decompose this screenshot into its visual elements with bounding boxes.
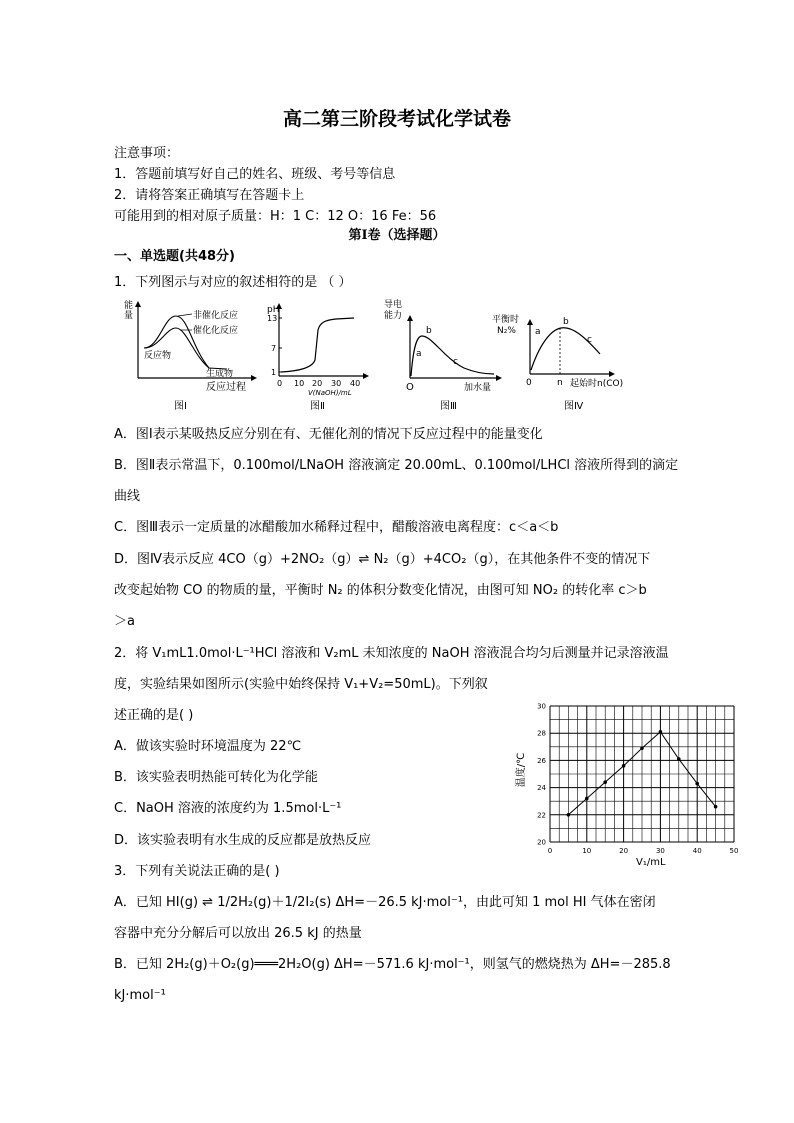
- data-point: [695, 782, 699, 786]
- q1-figures: [114, 296, 674, 416]
- q1-option-c: C．图Ⅲ表示一定质量的冰醋酸加水稀释过程中，醋酸溶液电离程度：c＜a＜b: [114, 520, 559, 535]
- data-point: [659, 730, 663, 734]
- chart-ylabel: 温度/℃: [516, 752, 527, 788]
- x-tick-label: 40: [692, 847, 702, 855]
- fig1-ylabel2: 量: [124, 311, 134, 321]
- chart-grid: [550, 706, 734, 842]
- notes-item: 1．答题前填写好自己的姓名、班级、考号等信息: [114, 167, 396, 182]
- fig3-ylabel2: 能力: [384, 311, 403, 321]
- q1-option-b-cont: 曲线: [114, 489, 141, 504]
- y-tick-label: 28: [537, 729, 546, 738]
- fig1-xlabel: 反应过程: [206, 382, 246, 393]
- fig1-product: 生成物: [206, 369, 234, 379]
- q2-option-a: A．做该实验时环境温度为 22℃: [114, 739, 302, 754]
- fig3-xlabel: 加水量: [464, 383, 492, 393]
- y-tick-label: 22: [537, 811, 546, 820]
- fig4-label-a: a: [535, 327, 541, 337]
- fig2-xlabel: V(NaOH)/mL: [308, 389, 352, 397]
- q1-option-a: A．图Ⅰ表示某吸热反应分别在有、无催化剂的情况下反应过程中的能量变化: [114, 427, 543, 442]
- q2-option-b: B．该实验表明热能可转化为化学能: [114, 770, 318, 785]
- data-point: [622, 764, 626, 768]
- figure-1: [124, 299, 257, 412]
- fig1-curve1: 非催化反应: [193, 311, 239, 321]
- q1-option-b: B．图Ⅱ表示常温下，0.100mol/LNaOH 溶液滴定 20.00mL、0.100mol/LHCl 溶液所得到的滴定: [114, 458, 679, 473]
- q3-option-b: B．已知 2H₂(g)＋O₂(g)═══2H₂O(g) ΔH=－571.6 kJ·mol⁻¹，则氢气的燃烧热为 ΔH=－285.8: [114, 957, 671, 972]
- figure-4: [492, 313, 623, 412]
- fig3-caption: 图Ⅲ: [440, 401, 457, 412]
- figure-2: [267, 303, 369, 412]
- fig1-curve2: 催化化反应: [193, 326, 239, 336]
- question-2-stem-cont: 度，实验结果如图所示(实验中始终保持 V₁+V₂=50mL)。下列叙: [114, 677, 488, 692]
- atomic-masses: 可能用到的相对原子质量：H：1 C：12 O：16 Fe：56: [114, 209, 437, 224]
- figure-3: [384, 298, 502, 412]
- fig3-ylabel1: 导电: [384, 300, 403, 310]
- x-tick-label: 0: [547, 847, 553, 855]
- data-point: [603, 780, 607, 784]
- y-tick-label: 26: [537, 756, 546, 765]
- x-tick-label: 30: [655, 847, 665, 855]
- y-tick-label: 20: [537, 838, 546, 847]
- q1-option-d-cont: ＞a: [114, 614, 135, 629]
- volume-heading: 第Ⅰ卷（选择题）: [348, 228, 446, 243]
- fig2-xtick: 20: [312, 379, 323, 388]
- x-tick-label: 20: [619, 847, 629, 855]
- q3-option-a-cont: 容器中充分分解后可以放出 26.5 kJ 的热量: [114, 926, 362, 941]
- fig2-xtick: 40: [350, 379, 361, 388]
- notes-item: 2．请将答案正确填写在答题卡上: [114, 188, 305, 203]
- fig1-ylabel1: 能: [124, 301, 134, 311]
- fig2-ytick: 13: [267, 314, 278, 323]
- fig2-xtick: 10: [294, 379, 305, 388]
- y-tick-label: 30: [537, 702, 546, 711]
- page-title: 高二第三阶段考试化学试卷: [282, 108, 511, 130]
- fig4-ylabel1: 平衡时: [492, 315, 520, 325]
- q3-option-b-cont: kJ·mol⁻¹: [114, 988, 166, 1003]
- data-point: [567, 813, 571, 817]
- question-2-stem-cont: 述正确的是( ): [114, 708, 194, 723]
- fig2-caption: 图Ⅱ: [310, 401, 325, 412]
- q3-option-a: A．已知 HI(g) ⇌ 1/2H₂(g)＋1/2I₂(s) ΔH=－26.5 kJ·mol⁻¹，由此可知 1 mol HI 气体在密闭: [114, 895, 656, 910]
- fig4-label-b: b: [563, 317, 569, 327]
- chart-x-ticks: [548, 847, 739, 855]
- data-point: [585, 797, 589, 801]
- fig4-n: n: [557, 378, 563, 388]
- section-heading: 一、单选题(共48分): [114, 249, 235, 264]
- q2-option-d: D．该实验表明有水生成的反应都是放热反应: [114, 833, 372, 848]
- fig4-label-c: c: [587, 335, 592, 345]
- fig2-xtick: 0: [277, 379, 283, 388]
- fig3-origin: O: [406, 382, 414, 393]
- fig2-ylabel: pH: [267, 305, 280, 315]
- y-tick-label: 24: [537, 784, 546, 793]
- q1-option-d-cont: 改变起始物 CO 的物质的量，平衡时 N₂ 的体积分数变化情况，由图可知 NO₂ 的转化率 c＞b: [114, 583, 647, 598]
- fig4-xlabel: 起始时n(CO): [570, 379, 624, 389]
- chart-y-ticks: [537, 703, 546, 847]
- fig3-label-b: b: [426, 326, 432, 336]
- question-3-stem: 3．下列有关说法正确的是( ): [114, 864, 280, 879]
- chart-xlabel: V₁/mL: [636, 857, 666, 868]
- fig2-ytick: 7: [271, 344, 277, 353]
- fig4-ylabel2: N₂%: [497, 326, 516, 336]
- fig1-caption: 图Ⅰ: [174, 401, 187, 412]
- x-tick-label: 50: [729, 847, 739, 855]
- fig3-label-c: c: [453, 357, 458, 367]
- question-1-stem: 1．下列图示与对应的叙述相符的是 （ ）: [114, 275, 352, 290]
- x-tick-label: 10: [582, 847, 592, 855]
- data-point: [714, 805, 718, 809]
- fig4-caption: 图Ⅳ: [564, 401, 584, 412]
- notes-heading: 注意事项：: [114, 146, 180, 161]
- fig2-ytick: 1: [271, 368, 277, 377]
- q1-figures-svg: [114, 296, 674, 416]
- q1-option-d: D．图Ⅳ表示反应 4CO（g）+2NO₂（g）⇌ N₂（g）+4CO₂（g），在其他条件不变的情况下: [114, 552, 651, 567]
- q2-option-c: C．NaOH 溶液的浓度约为 1.5mol·L⁻¹: [114, 801, 342, 816]
- data-point: [640, 746, 644, 750]
- temperature-chart: [512, 698, 748, 868]
- fig1-reactant: 反应物: [144, 351, 172, 361]
- fig4-origin: 0: [526, 378, 532, 388]
- question-2-stem: 2．将 V₁mL1.0mol·L⁻¹HCl 溶液和 V₂mL 未知浓度的 NaOH 溶液混合均匀后测量并记录溶液温: [114, 646, 669, 661]
- data-point: [677, 757, 681, 761]
- fig3-label-a: a: [416, 349, 422, 359]
- temperature-chart-svg: [512, 698, 748, 868]
- fig2-xtick: 30: [331, 379, 342, 388]
